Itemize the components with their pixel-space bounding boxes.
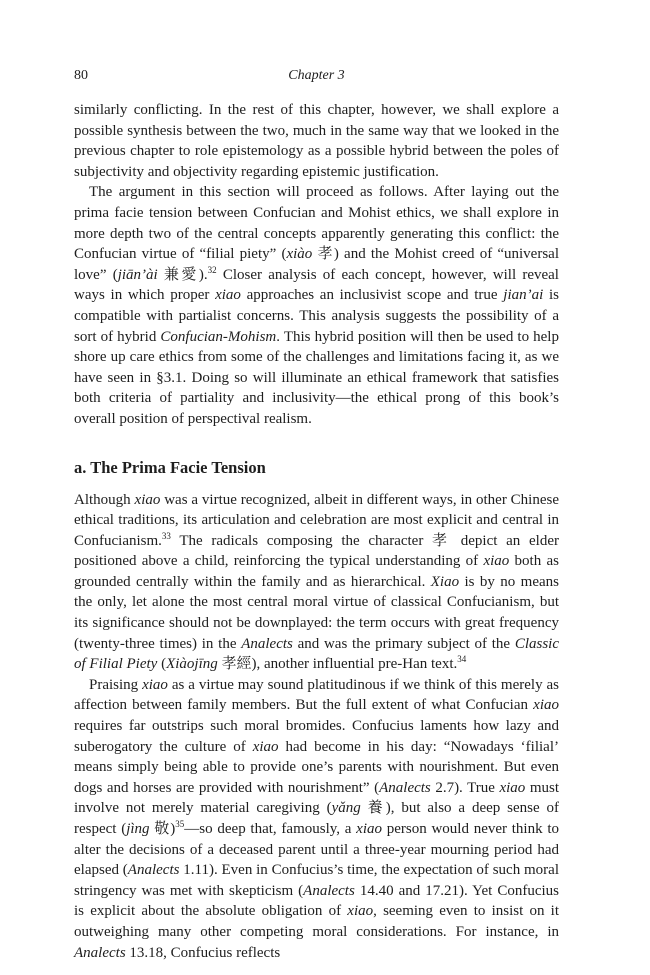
text-run: 13.18, Confucius reflects xyxy=(125,944,281,961)
body-text xyxy=(74,100,559,963)
italic-term: xiao xyxy=(252,738,279,755)
text-run: The radicals composing the character 孝 depict an elder positioned above a child, reinforcing the typical understanding of xyxy=(74,532,559,570)
page-number: 80 xyxy=(74,68,88,83)
text-run: . This hybrid position will then be used to help shore up care ethics from some of the challenges and limitations facing it, as we have seen in §3.1. Doing so will illuminate an ethical framework that satisfies both criteria of partiality and inclusivity—the ethical prong of this book’s overall position of perspectival realism. xyxy=(74,328,559,427)
text-run: requires far outstrips such moral bromides. Confucius laments how lazy and suberogatory the culture of xyxy=(74,718,559,755)
paragraph xyxy=(74,490,559,675)
italic-term: Analects xyxy=(303,882,355,899)
text-run: had become in his day: “Nowadays ‘filial’ means simply being able to provide one’s parents with nourishment. But even dogs and horses are provided with nourishment” ( xyxy=(74,738,559,796)
italic-term: xiào xyxy=(286,246,313,263)
text-run: must involve not merely material caregiving ( xyxy=(74,779,559,817)
italic-term: Analects xyxy=(379,779,431,796)
footnote-marker: 32 xyxy=(207,264,217,275)
paragraph xyxy=(74,100,559,182)
text-run: 兼愛). xyxy=(157,266,208,283)
italic-term: xiao xyxy=(356,821,382,837)
running-head: Chapter 3 xyxy=(288,68,345,83)
text-run: approaches an inclusivist scope and true xyxy=(240,287,504,304)
text-run: as a virtue may sound platitudinous if we think of this merely as affection between family members. But the full extent of what Confucian xyxy=(74,676,559,714)
text-run: 孝) and the Mohist creed of “universal love” ( xyxy=(74,246,559,283)
text-run: was a virtue recognized, albeit in different ways, in other Chinese ethical traditions, its articulation and celebration are most explicit and central in Confucianism. xyxy=(74,491,559,549)
text-run: Closer analysis of each concept, however, will reveal ways in which proper xyxy=(74,266,559,304)
italic-term: xiao xyxy=(483,553,510,570)
italic-term: Confucian-Mohism xyxy=(160,328,277,345)
italic-term: jiān’ài xyxy=(117,266,158,283)
text-run: Praising xyxy=(89,676,143,693)
footnote-marker: 35 xyxy=(175,819,185,829)
italic-term: Xiao xyxy=(430,573,460,590)
text-run: 2.7). True xyxy=(430,779,500,796)
italic-term: xiao xyxy=(499,779,526,796)
italic-term: Classic of Filial Piety xyxy=(74,635,559,673)
paragraph xyxy=(74,182,559,429)
text-run: Although xyxy=(74,491,135,508)
italic-term: yǎng xyxy=(331,800,361,817)
italic-term: Analects xyxy=(127,862,180,879)
text-run: 1.11). Even in Confucius’s time, the expectation of such moral stringency was met with skepticism ( xyxy=(74,862,559,899)
italic-term: xiao xyxy=(533,697,559,714)
paragraph xyxy=(74,675,559,963)
text-run: ( xyxy=(157,656,167,673)
text-run: is by no means the only, let alone the most central moral virtue of classical Confucianism, but its significance should not be downplayed: the term occurs with great frequency (twenty-three times) in the xyxy=(74,573,560,652)
footnote-marker: 33 xyxy=(161,530,171,541)
text-run: The argument in this section will proceed as follows. After laying out the prima facie tension between Confucian and Mohist ethics, we shall explore in more depth two of the central concepts apparently generating this conflict: the Confucian virtue of “filial piety” ( xyxy=(74,184,559,263)
italic-term: xiao xyxy=(347,903,374,920)
text-run: and was the primary subject of the xyxy=(292,635,515,652)
text-run: is compatible with partialist concerns. This analysis suggests the possibility of a sort of hybrid xyxy=(74,287,559,345)
italic-term: xiao xyxy=(134,491,161,508)
text-run: 14.40 and 17.21). Yet Confucius is explicit about the absolute obligation of xyxy=(74,882,559,920)
italic-term: Analects xyxy=(241,635,293,652)
text-run: similarly conflicting. In the rest of this chapter, however, we shall explore a possible synthesis between the two, much in the same way that we looked in the previous chapter to role epistemology as a possible hybrid between the poles of subjectivity and objectivity regarding epistemic justification. xyxy=(74,102,559,180)
text-run: 孝經), another influential pre-Han text. xyxy=(217,656,458,673)
italic-term: xiao xyxy=(215,287,241,304)
text-run: , seeming even to insist on it outweighing many other competing moral considerations. For instance, in xyxy=(74,903,560,940)
italic-term: Xiàojīng xyxy=(166,656,218,673)
footnote-marker: 34 xyxy=(457,654,467,665)
italic-term: jìng xyxy=(126,821,150,837)
text-run: —so deep that, famously, a xyxy=(184,821,357,837)
italic-term: xiao xyxy=(142,676,168,693)
italic-term: Analects xyxy=(74,944,126,961)
italic-term: jian’ai xyxy=(503,287,544,304)
text-run: 養), but also a deep sense of respect ( xyxy=(74,800,559,837)
text-run: both as grounded centrally within the family and as hierarchical. xyxy=(74,553,559,590)
text-run: 敬) xyxy=(149,821,176,837)
text-run: person would never think to alter the decisions of a deceased parent until a three-year mourning period had elapsed ( xyxy=(74,821,560,879)
section-heading: a. The Prima Facie Tension xyxy=(74,457,266,477)
